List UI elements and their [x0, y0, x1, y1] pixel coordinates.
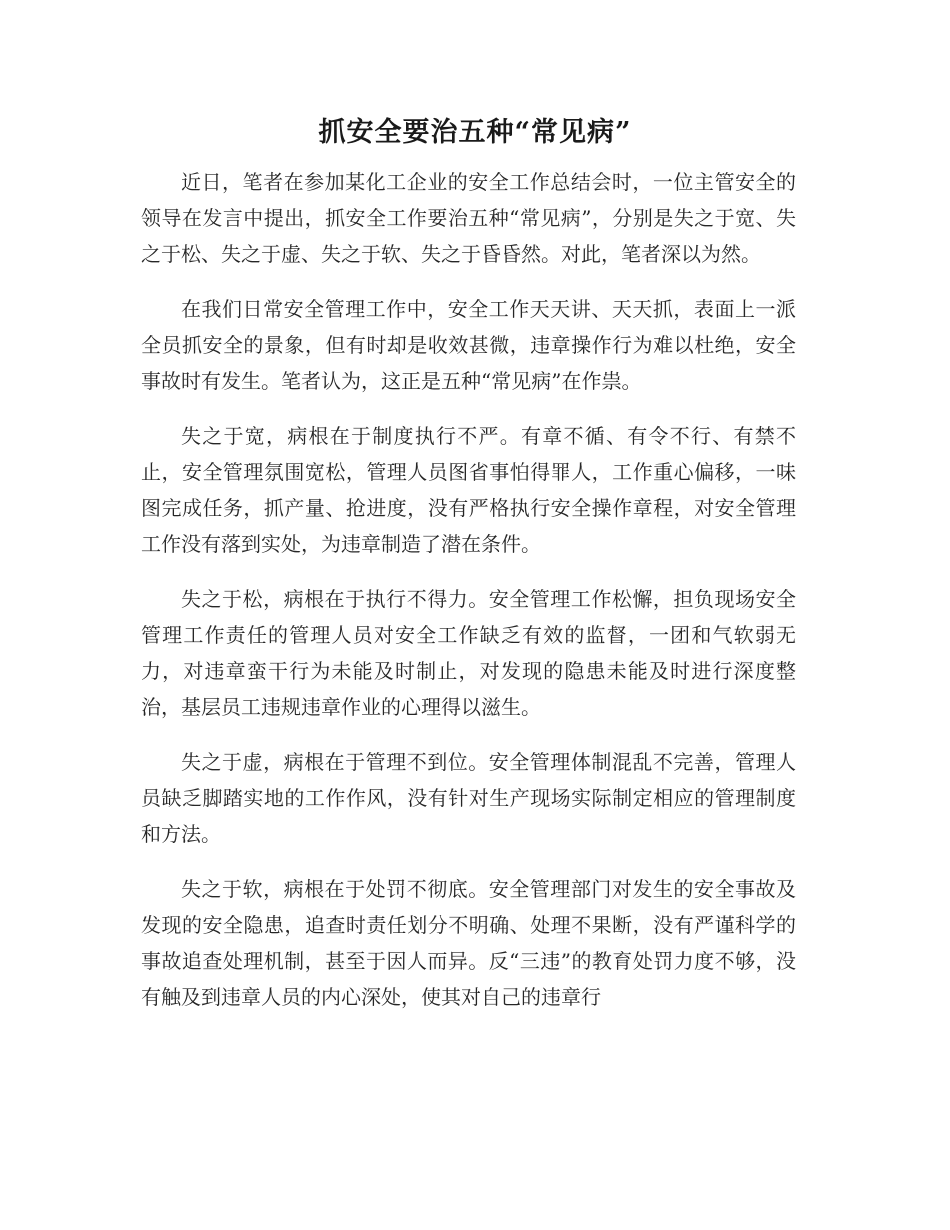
paragraph: 近日，笔者在参加某化工企业的安全工作总结会时，一位主管安全的领导在发言中提出，抓安全工作要治五种“常见病”，分别是失之于宽、失之于松、失之于虚、失之于软、失之于昏昏然。对此，笔者深以为然。 — [141, 170, 796, 266]
document-title: 抓安全要治五种“常见病” — [318, 117, 632, 148]
paragraph: 在我们日常安全管理工作中，安全工作天天讲、天天抓，表面上一派全员抓安全的景象，但有时却是收效甚微，违章操作行为难以杜绝，安全事故时有发生。笔者认为，这正是五种“常见病”在作祟。 — [141, 297, 796, 393]
paragraph: 失之于虚，病根在于管理不到位。安全管理体制混乱不完善，管理人员缺乏脚踏实地的工作作风，没有针对生产现场实际制定相应的管理制度和方法。 — [141, 750, 796, 846]
paragraph: 失之于宽，病根在于制度执行不严。有章不循、有令不行、有禁不止，安全管理氛围宽松，管理人员图省事怕得罪人，工作重心偏移，一味图完成任务，抓产量、抢进度，没有严格执行安全操作章程，对安全管理工作没有落到实处，为违章制造了潜在条件。 — [141, 424, 796, 556]
paragraph: 失之于软，病根在于处罚不彻底。安全管理部门对发生的安全事故及发现的安全隐患，追查时责任划分不明确、处理不果断，没有严谨科学的事故追查处理机制，甚至于因人而异。反“三违”的教育处罚力度不够，没有触及到违章人员的内心深处，使其对自己的违章行 — [141, 877, 796, 1009]
paragraph: 失之于松，病根在于执行不得力。安全管理工作松懈，担负现场安全管理工作责任的管理人员对安全工作缺乏有效的监督，一团和气软弱无力，对违章蛮干行为未能及时制止，对发现的隐患未能及时进行深度整治，基层员工违规违章作业的心理得以滋生。 — [141, 587, 796, 719]
document-body — [141, 164, 796, 1034]
